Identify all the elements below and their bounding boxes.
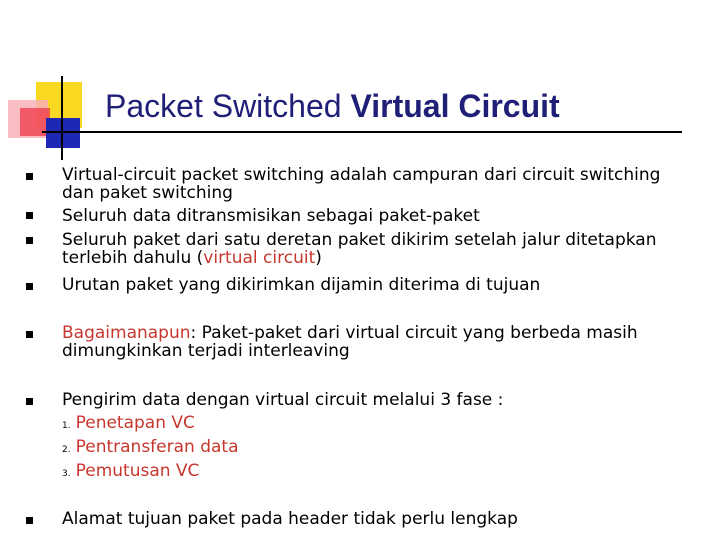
bullet-3-line-2 xyxy=(62,249,702,267)
bullet-4: Urutan paket yang dikirimkan dijamin diterima di tujuan xyxy=(62,275,541,295)
bullet-3-post: ) xyxy=(315,248,322,268)
bullet-1-line-2: dan paket switching xyxy=(62,183,233,203)
bullet-5-line-1 xyxy=(62,324,702,342)
phase-item-3 xyxy=(62,461,199,484)
bullet-5-line-2: dimungkinkan terjadi interleaving xyxy=(62,341,350,361)
bullet-marker-7 xyxy=(26,517,33,524)
phase-number-2: 2. xyxy=(62,445,71,455)
bullet-7: Alamat tujuan paket pada header tidak perlu lengkap xyxy=(62,509,518,529)
bullet-1 xyxy=(62,166,702,202)
title-underline xyxy=(42,131,682,133)
bullet-5-rest: : Paket-paket dari virtual circuit yang berbeda masih xyxy=(190,323,638,343)
bullet-3-pre: terlebih dahulu ( xyxy=(62,248,204,268)
bullet-marker-4 xyxy=(26,283,33,290)
bullet-marker-2 xyxy=(26,212,33,219)
phase-number-3: 3. xyxy=(62,469,71,479)
title-bold: Virtual Circuit xyxy=(350,88,560,124)
title-normal: Packet Switched xyxy=(105,88,351,124)
bullet-3 xyxy=(62,231,702,267)
phase-number-1: 1. xyxy=(62,421,71,431)
bullet-marker-3 xyxy=(26,237,33,244)
bullet-marker-1 xyxy=(26,173,33,180)
bullet-3-highlight: virtual circuit xyxy=(203,248,316,268)
slide-logo-graphic xyxy=(0,0,100,160)
phase-item-1 xyxy=(62,413,195,436)
phase-label-3: Pemutusan VC xyxy=(75,461,200,481)
phase-item-2 xyxy=(62,437,239,460)
bullet-5 xyxy=(62,324,702,360)
bullet-5-highlight: Bagaimanapun xyxy=(62,323,191,343)
bullet-3-line-1: Seluruh paket dari satu deretan paket dikirim setelah jalur ditetapkan xyxy=(62,230,657,250)
bullet-2: Seluruh data ditransmisikan sebagai paket-paket xyxy=(62,206,480,226)
bullet-1-line-1: Virtual-circuit packet switching adalah campuran dari circuit switching xyxy=(62,165,661,185)
slide-title xyxy=(105,88,560,125)
bullet-marker-6 xyxy=(26,398,33,405)
phase-label-2: Pentransferan data xyxy=(75,437,239,457)
bullet-marker-5 xyxy=(26,331,33,338)
phase-label-1: Penetapan VC xyxy=(75,413,195,433)
bullet-6: Pengirim data dengan virtual circuit melalui 3 fase : xyxy=(62,390,504,410)
